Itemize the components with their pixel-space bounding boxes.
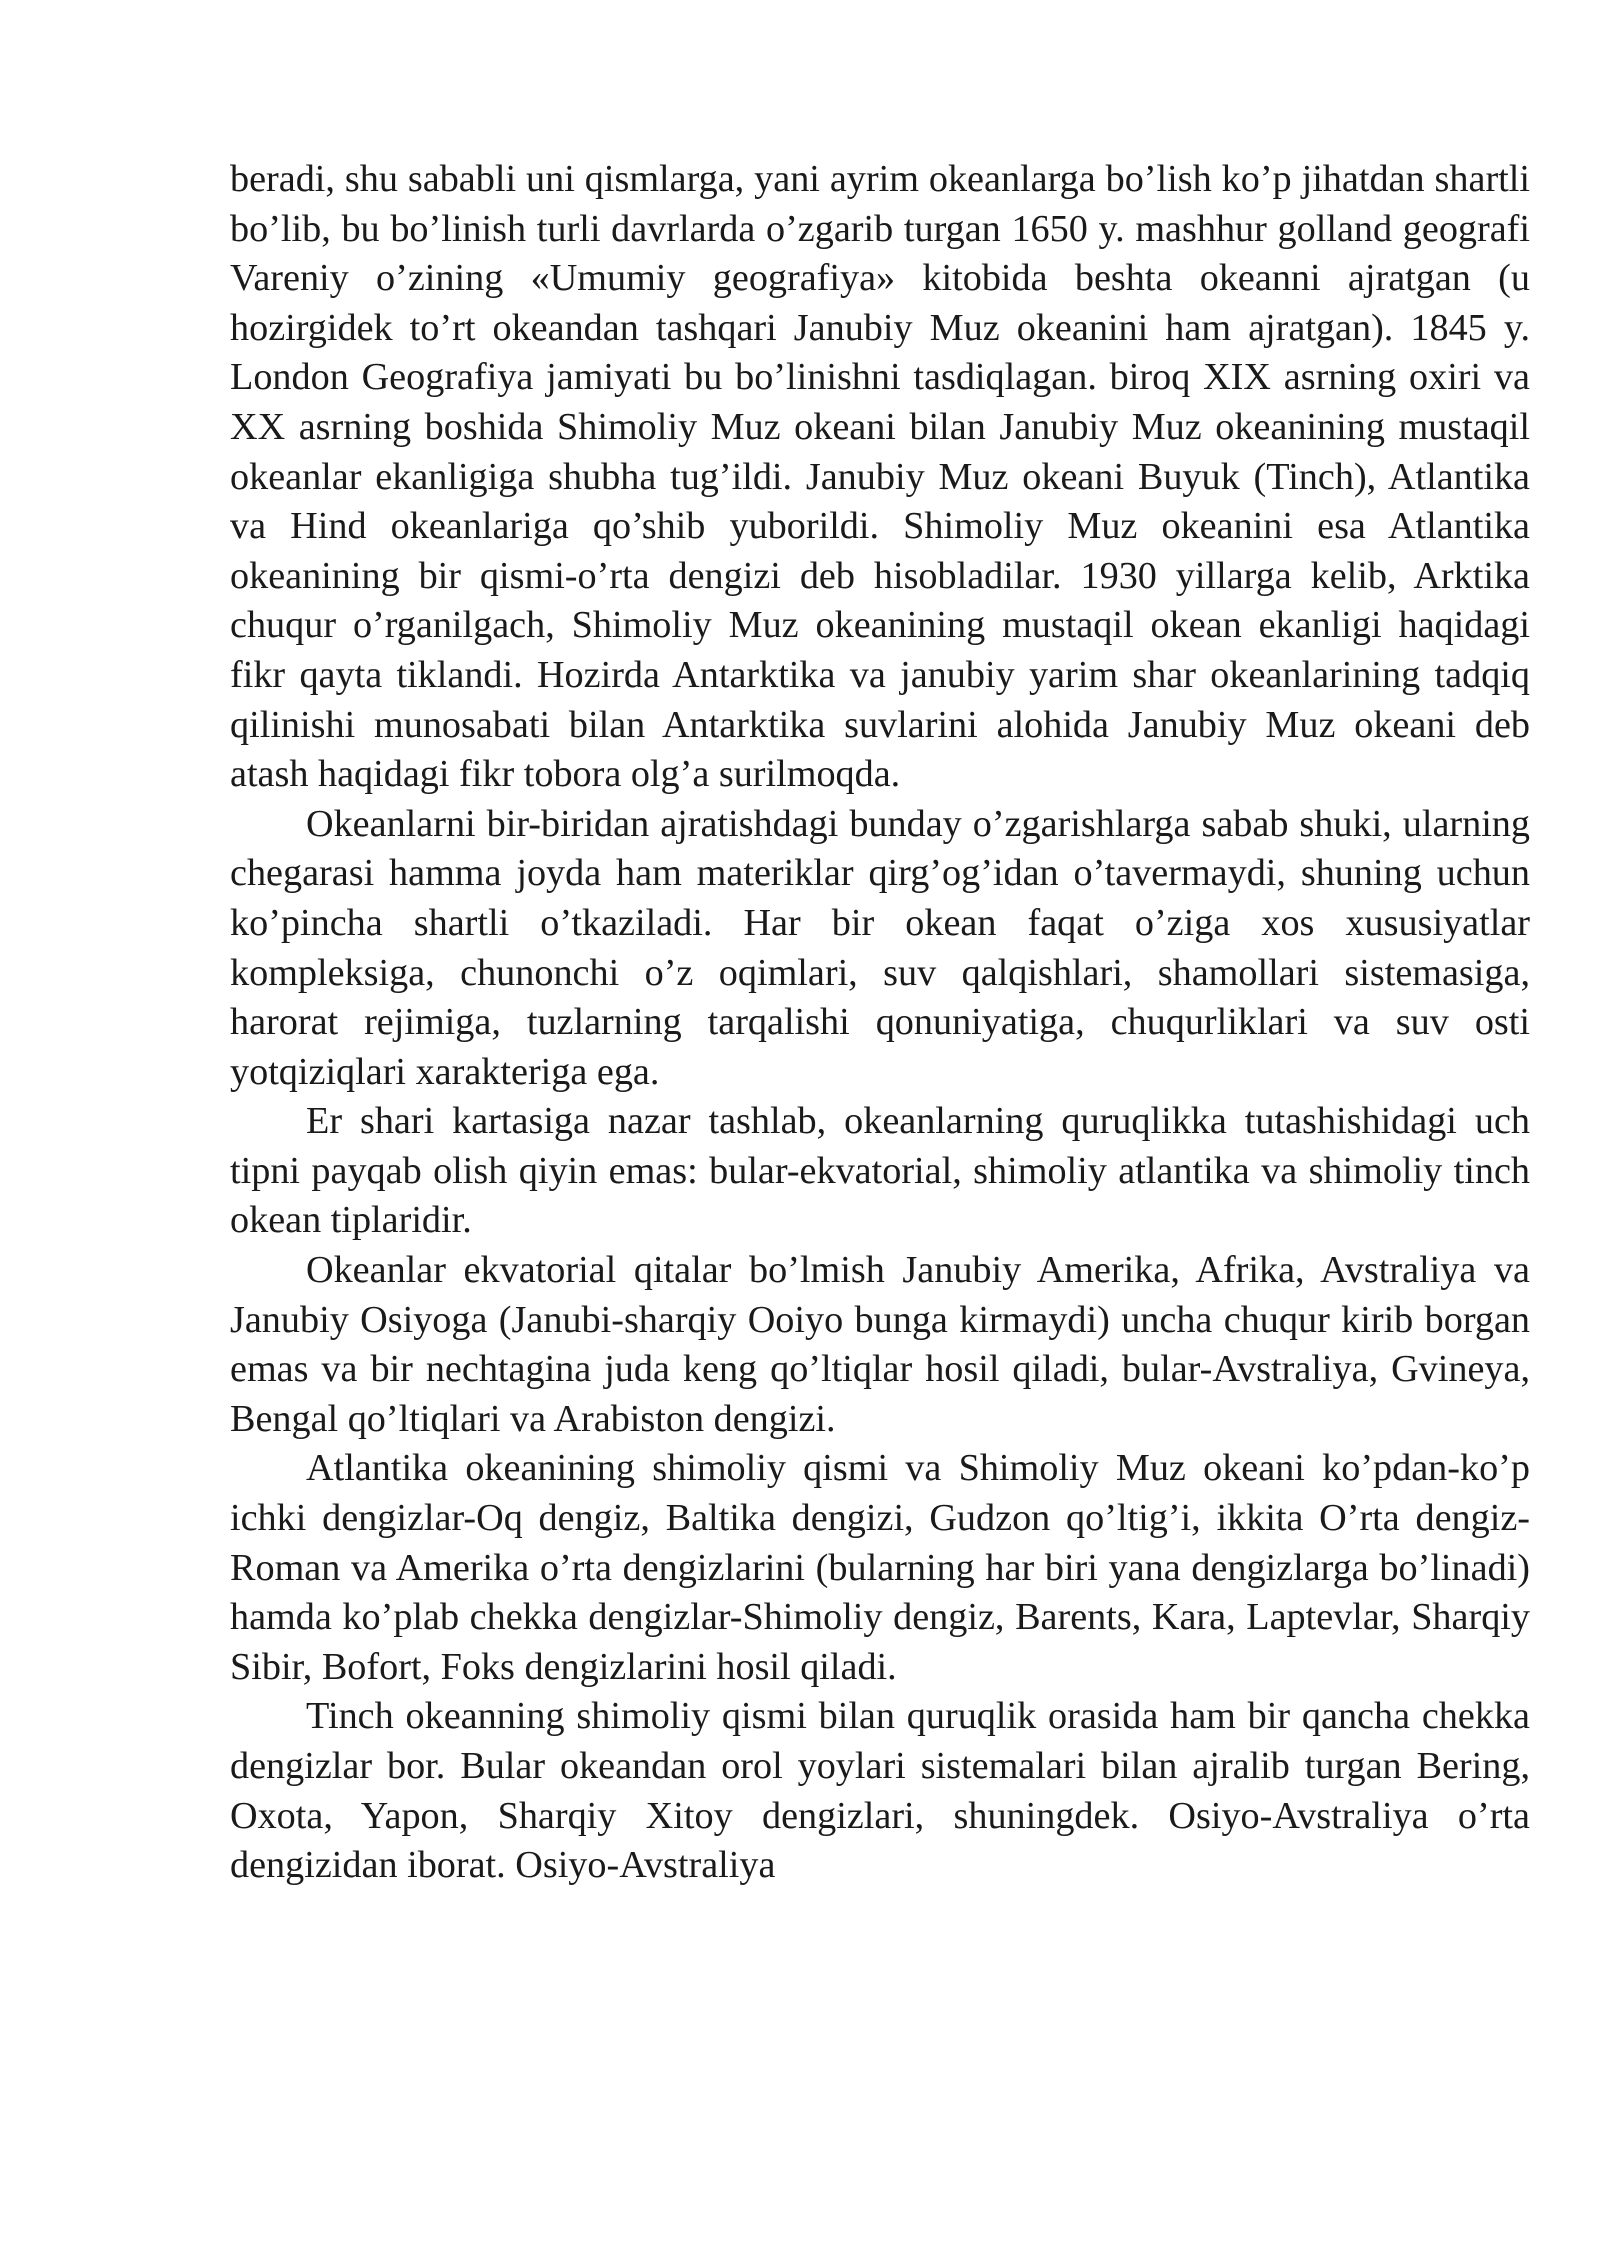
paragraph-5: Atlantika okeanining shimoliy qismi va Shimoliy Muz okeani ko’pdan-ko’p ichki dengizlar-Oq dengiz, Baltika dengizi, Gudzon qo’ltig’i, ikkita O’rta dengiz-Roman va Amerika o’rta dengizlarini (bularning har biri yana dengizlarga bo’linadi) hamda ko’plab chekka dengizlar-Shimoliy dengiz, Barents, Kara, Laptevlar, Sharqiy Sibir, Bofort, Foks dengizlarini hosil qiladi.: [230, 1447, 1530, 1688]
paragraph-4: Okeanlar ekvatorial qitalar bo’lmish Janubiy Amerika, Afrika, Avstraliya va Janubiy Osiyoga (Janubi-sharqiy Ooiyo bunga kirmaydi) uncha chuqur kirib borgan emas va bir nechtagina juda keng qo’ltiqlar hosil qiladi, bular-Avstraliya, Gvineya, Bengal qo’ltiqlari va Arabiston dengizi.: [230, 1249, 1530, 1440]
paragraph-6: Tinch okeanning shimoliy qismi bilan quruqlik orasida ham bir qancha chekka dengizlar bor. Bular okeandan orol yoylari sistemalari bilan ajralib turgan Bering, Oxota, Yapon, Sharqiy Xitoy dengizlari, shuningdek. Osiyo-Avstraliya o’rta dengizidan iborat. Osiyo-Avstraliya: [230, 1695, 1530, 1887]
body-text: [230, 155, 1530, 1891]
paragraph-2: Okeanlarni bir-biridan ajratishdagi bunday o’zgarishlarga sabab shuki, ularning chegarasi hamma joyda ham materiklar qirg’og’idan o’tavermaydi, shuning uchun ko’pincha shartli o’tkaziladi. Har bir okean faqat o’ziga xos xususiyatlar kompleksiga, chunonchi o’z oqimlari, suv qalqishlari, shamollari sistemasiga, harorat rejimiga, tuzlarning tarqalishi qonuniyatiga, chuqurliklari va suv osti yotqiziqlari xarakteriga ega.: [230, 802, 1530, 1093]
paragraph-3: Er shari kartasiga nazar tashlab, okeanlarning quruqlikka tutashishidagi uch tipni payqab olish qiyin emas: bular-ekvatorial, shimoliy atlantika va shimoliy tinch okean tiplaridir.: [230, 1100, 1530, 1242]
paragraph-1: beradi, shu sababli uni qismlarga, yani ayrim okeanlarga bo’lish ko’p jihatdan shartli bo’lib, bu bo’linish turli davrlarda o’zgarib turgan 1650 y. mashhur golland geografi Vareniy o’zining «Umumiy geografiya» kitobida beshta okeanni ajratgan (u hozirgidek to’rt okeandan tashqari Janubiy Muz okeanini ham ajratgan). 1845 y. London Geografiya jamiyati bu bo’linishni tasdiqlagan. biroq XIX asrning oxiri va XX asrning boshida Shimoliy Muz okeani bilan Janubiy Muz okeanining mustaqil okeanlar ekanligiga shubha tug’ildi. Janubiy Muz okeani Buyuk (Tinch), Atlantika va Hind okeanlariga qo’shib yuborildi. Shimoliy Muz okeanini esa Atlantika okeanining bir qismi-o’rta dengizi deb hisobladilar. 1930 yillarga kelib, Arktika chuqur o’rganilgach, Shimoliy Muz okeanining mustaqil okean ekanligi haqidagi fikr qayta tiklandi. Hozirda Antarktika va janubiy yarim shar okeanlarining tadqiq qilinishi munosabati bilan Antarktika suvlarini alohida Janubiy Muz okeani deb atash haqidagi fikr tobora olg’a surilmoqda.: [230, 158, 1530, 796]
